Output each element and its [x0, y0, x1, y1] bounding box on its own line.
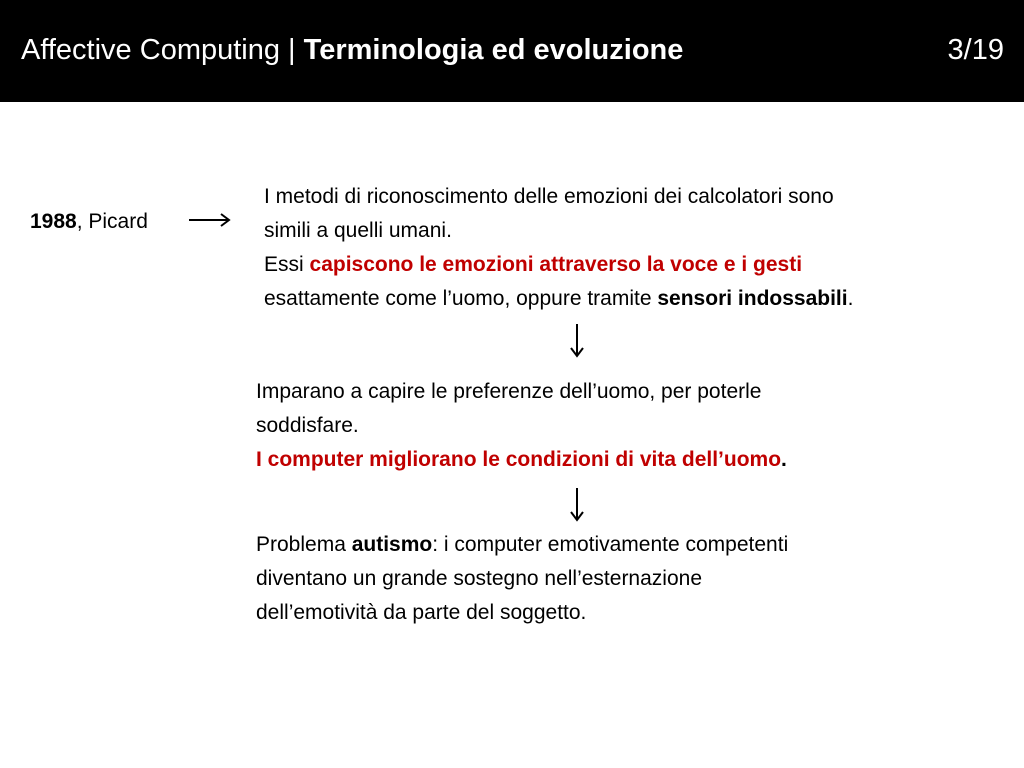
text-line: diventano un grande sostegno nell’esternazione — [256, 567, 702, 590]
paragraph-preferences — [256, 375, 787, 477]
title-bar — [0, 0, 1024, 102]
year: 1988 — [30, 210, 77, 233]
text-fragment: Essi — [264, 253, 310, 276]
text-line — [256, 443, 787, 477]
arrow-down-icon — [567, 322, 587, 365]
author: , Picard — [76, 210, 148, 233]
text-fragment: esattamente come l’uomo, oppure tramite — [264, 287, 658, 310]
text-fragment: . — [847, 287, 854, 310]
text-line: Imparano a capire le preferenze dell’uomo, per poterle — [256, 380, 762, 403]
text-line — [264, 282, 853, 316]
highlight-text: capiscono le emozioni attraverso la voce e i gesti — [309, 253, 803, 276]
slide-title — [21, 30, 683, 70]
paragraph-recognition — [264, 180, 853, 316]
bold-text: autismo — [351, 533, 433, 556]
text-fragment: : i computer emotivamente competenti — [432, 533, 789, 556]
year-author-label — [30, 205, 148, 239]
page-number: 3/19 — [947, 34, 1004, 66]
title-bold: Terminologia ed evoluzione — [303, 34, 684, 66]
arrow-right-icon — [188, 208, 232, 237]
text-line: simili a quelli umani. — [264, 219, 452, 242]
text-line — [256, 528, 788, 562]
paragraph-autism — [256, 528, 788, 630]
text-fragment: Problema — [256, 533, 352, 556]
text-line — [264, 248, 853, 282]
bold-text: sensori indossabili — [657, 287, 848, 310]
title-prefix: Affective Computing | — [21, 34, 304, 66]
text-line: soddisfare. — [256, 414, 359, 437]
text-line: I metodi di riconoscimento delle emozioni dei calcolatori sono — [264, 185, 834, 208]
highlight-text: I computer migliorano le condizioni di vita dell’uomo — [256, 448, 782, 471]
arrow-down-icon — [567, 486, 587, 529]
text-line: dell’emotività da parte del soggetto. — [256, 601, 587, 624]
text-fragment: . — [781, 448, 787, 471]
